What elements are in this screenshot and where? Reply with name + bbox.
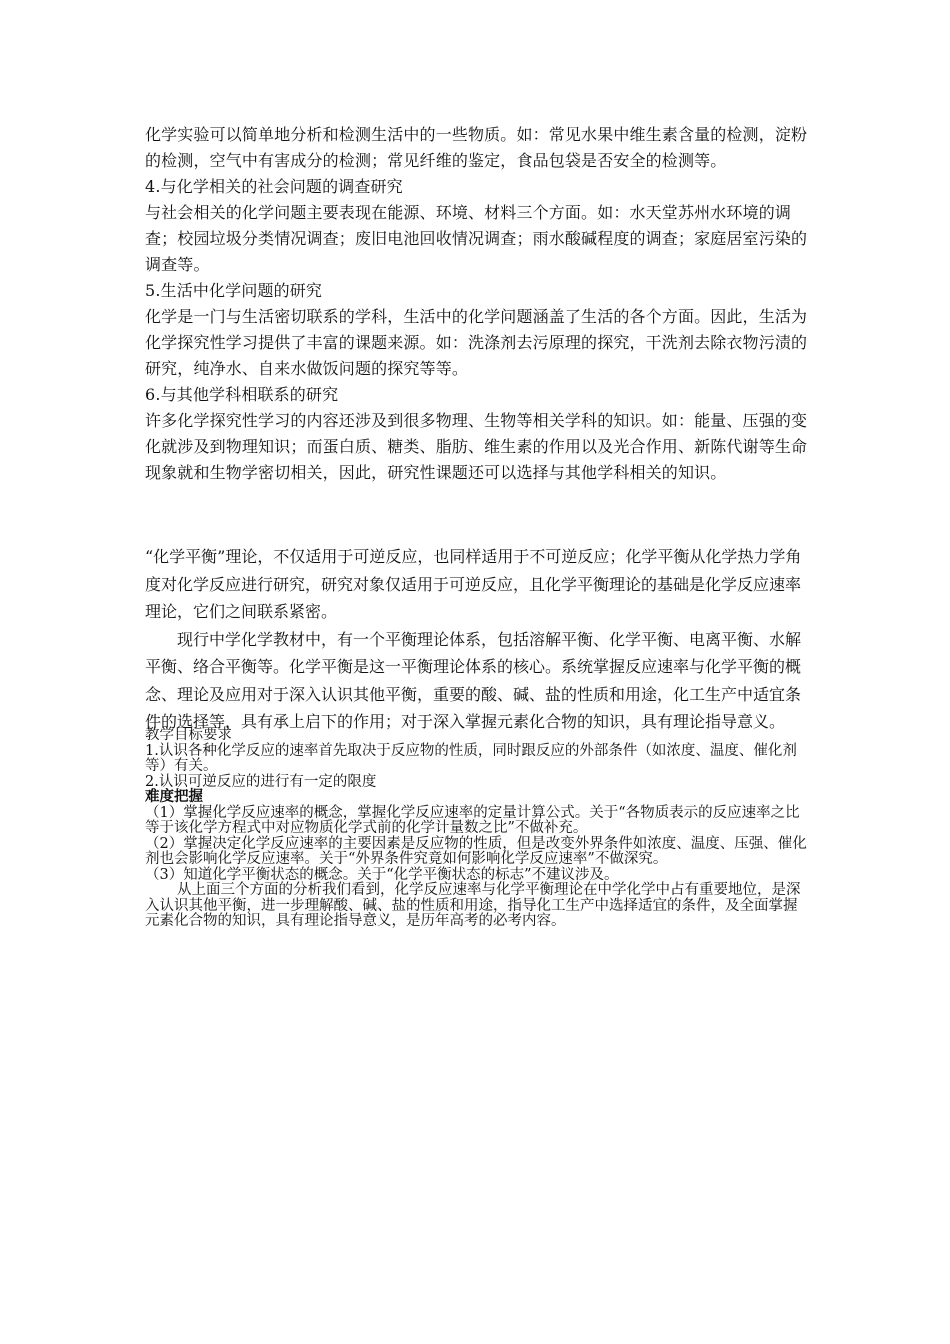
goal-item: 1.认识各种化学反应的速率首先取决于反应物的性质，同时跟反应的外部条件（如浓度、温度、催化剂等）有关。 bbox=[145, 742, 797, 774]
difficulty-item: （2）掌握决定化学反应速率的主要因素是反应物的性质，但是改变外界条件如浓度、温度、压强、催化剂也会影响化学反应速率。关于“外界条件究竟如何影响化学反应速率”不做深究。 bbox=[145, 835, 807, 867]
difficulty-item: （1）掌握化学反应速率的概念，掌握化学反应速率的定量计算公式。关于“各物质表示的反应速率之比等于该化学方程式中对应物质化学式前的化学计量数之比”不做补充。 bbox=[145, 804, 800, 836]
paragraph: 现行中学化学教材中，有一个平衡理论体系，包括溶解平衡、化学平衡、电离平衡、水解平衡、络合平衡等。化学平衡是这一平衡理论体系的核心。系统掌握反应速率与化学平衡的概念、理论及应用对于深入认识其他平衡，重要的酸、碱、盐的性质和用途，化工生产中适宜条件的选择等，具有承上启下的作用；对于深入掌握元素化合物的知识，具有理论指导意义。 bbox=[145, 629, 802, 731]
teaching-goals-section bbox=[145, 728, 811, 930]
paragraph: 化学是一门与生活密切联系的学科，生活中的化学问题涵盖了生活的各个方面。因此，生活为化学探究性学习提供了丰富的课题来源。如：洗涤剂去污原理的探究，干洗剂去除衣物污渍的研究，纯净水、自来水做饭问题的探究等等。 bbox=[145, 307, 808, 378]
paragraph: 与社会相关的化学问题主要表现在能源、环境、材料三个方面。如：水天堂苏州水环境的调查；校园垃圾分类情况调查；废旧电池回收情况调查；雨水酸碱程度的调查；家庭居室污染的调查等。 bbox=[145, 203, 808, 274]
section-heading: 教学目标要求 bbox=[145, 727, 232, 743]
summary-paragraph: 从上面三个方面的分析我们看到，化学反应速率与化学平衡理论在中学化学中占有重要地位，是深入认识其他平衡，进一步理解酸、碱、盐的性质和用途，指导化工生产中选择适宜的条件，及全面掌握元素化合物的知识，具有理论指导意义，是历年高考的必考内容。 bbox=[145, 882, 801, 929]
difficulty-item: （3）知道化学平衡状态的概念。关于“化学平衡状态的标志”不建议涉及。 bbox=[145, 866, 619, 883]
paragraph: 许多化学探究性学习的内容还涉及到很多物理、生物等相关学科的知识。如：能量、压强的变化就涉及到物理知识；而蛋白质、糖类、脂肪、维生素的作用以及光合作用、新陈代谢等生命现象就和生物学密切相关，因此，研究性课题还可以选择与其他学科相关的知识。 bbox=[145, 411, 808, 482]
paragraph: 化学实验可以简单地分析和检测生活中的一些物质。如：常见水果中维生素含量的检测，淀粉的检测，空气中有害成分的检测；常见纤维的鉴定，食品包袋是否安全的检测等。 bbox=[145, 125, 808, 170]
subheading: 4.与化学相关的社会问题的调查研究 bbox=[145, 177, 403, 196]
section-heading-bold: 难度把握 bbox=[145, 789, 203, 805]
subheading: 6.与其他学科相联系的研究 bbox=[145, 385, 339, 404]
subheading: 5.生活中化学问题的研究 bbox=[145, 281, 323, 300]
goal-item: 2.认识可逆反应的进行有一定的限度 bbox=[145, 773, 377, 790]
equilibrium-theory-section bbox=[145, 543, 811, 736]
research-topics-section bbox=[145, 122, 811, 486]
paragraph: “化学平衡”理论，不仅适用于可逆反应，也同样适用于不可逆反应；化学平衡从化学热力学角度对化学反应进行研究，研究对象仅适用于可逆反应，且化学平衡理论的基础是化学反应速率理论，它们之间联系紧密。 bbox=[145, 547, 802, 621]
